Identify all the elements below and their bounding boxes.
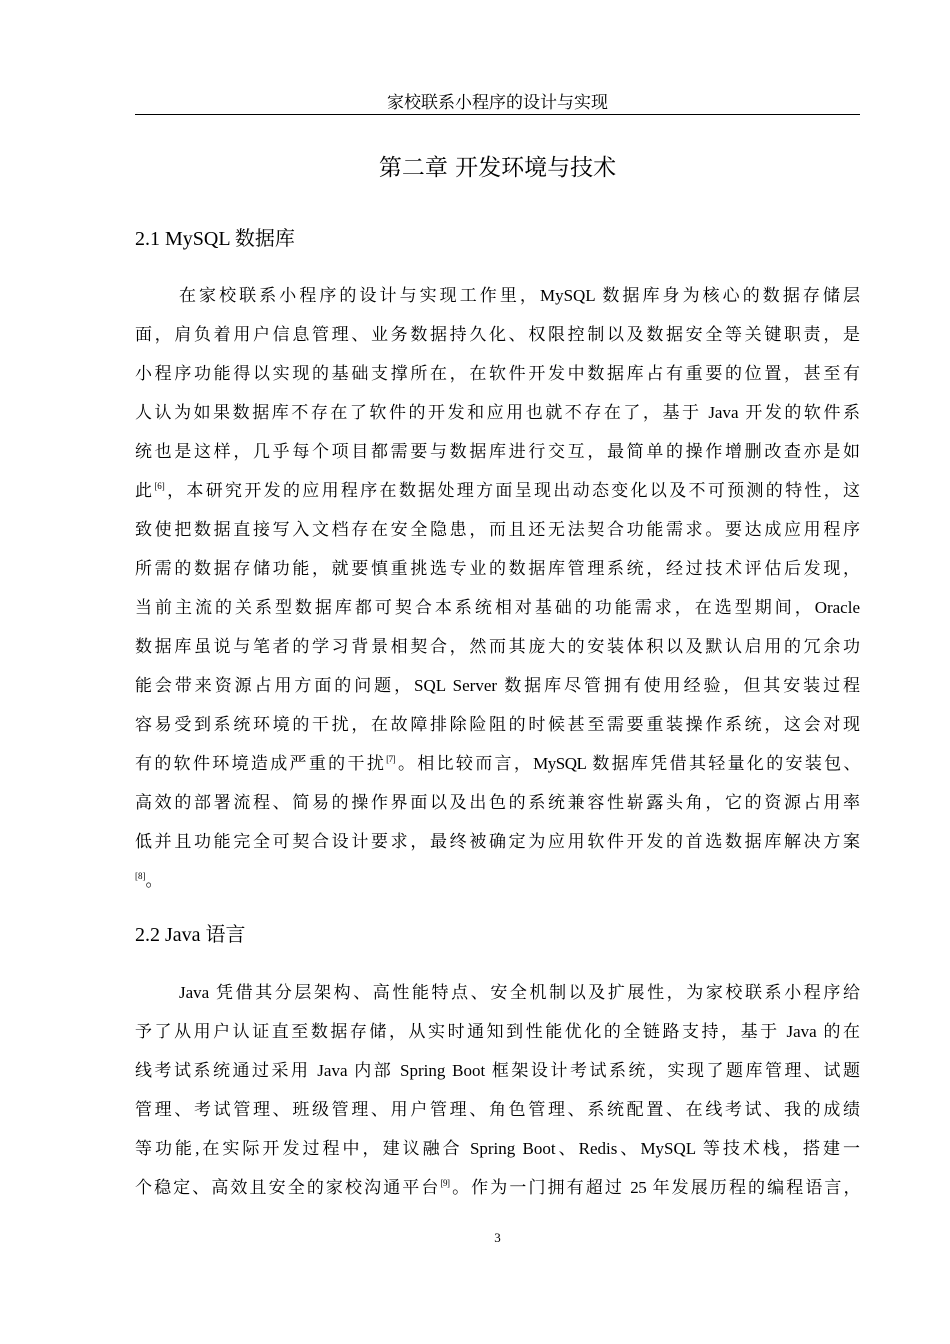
paragraph-line: 当前主流的关系型数据库都可契合本系统相对基础的功能需求，在选型期间，Oracle [135,598,860,617]
paragraph-line: 人认为如果数据库不存在了软件的开发和应用也就不存在了，基于 Java 开发的软件系 [135,403,860,422]
paragraph-line: 管理、考试管理、班级管理、用户管理、角色管理、系统配置、在线考试、我的成绩 [135,1100,860,1119]
section-heading-java: 2.2 Java 语言 [135,924,246,946]
paragraph-line: Java 凭借其分层架构、高性能特点、安全机制以及扩展性，为家校联系小程序给 [179,983,860,1002]
paragraph-line: 能会带来资源占用方面的问题，SQL Server 数据库尽管拥有使用经验，但其安装过程 [135,676,860,695]
chapter-title: 第二章 开发环境与技术 [378,155,617,181]
section-heading-mysql: 2.1 MySQL 数据库 [135,228,295,250]
paragraph-line: 小程序功能得以实现的基础支撑所在，在软件开发中数据库占有重要的位置，甚至有 [135,364,860,383]
paragraph-java [135,973,860,1207]
paragraph-line: 所需的数据存储功能，就要慎重挑选专业的数据库管理系统，经过技术评估后发现， [135,559,860,578]
paragraph-line: 等功能,在实际开发过程中，建议融合 Spring Boot、Redis、MySQL 等技术栈，搭建一 [135,1139,860,1158]
citation-marker: [8] [135,870,146,881]
paragraph-line: 面，肩负着用户信息管理、业务数据持久化、权限控制以及数据安全等关键职责，是 [135,325,860,344]
citation-marker: [9] [440,1177,450,1188]
paragraph-line: 致使把数据直接写入文档存在安全隐患，而且还无法契合功能需求。要达成应用程序 [135,520,860,539]
paragraph-line: 数据库虽说与笔者的学习背景相契合，然而其庞大的安装体积以及默认启用的冗余功 [135,637,860,656]
page-number: 3 [494,1230,501,1245]
paragraph-line: 高效的部署流程、简易的操作界面以及出色的系统兼容性崭露头角，它的资源占用率 [135,793,860,812]
citation-marker: [7] [386,753,396,764]
paragraph-line: [8]。 [135,870,163,890]
citation-marker: [6] [154,480,165,491]
paragraph-line: 予了从用户认证直至数据存储，从实时通知到性能优化的全链路支持，基于 Java 的在 [135,1022,860,1041]
paragraph-line: 线考试系统通过采用 Java 内部 Spring Boot 框架设计考试系统，实现了题库管理、试题 [135,1061,860,1080]
paragraph-line: 低并且功能完全可契合设计要求，最终被确定为应用软件开发的首选数据库解决方案 [135,832,860,851]
paragraph-line: 此[6]，本研究开发的应用程序在数据处理方面呈现出动态变化以及不可预测的特性，这 [135,480,861,500]
paragraph-line: 在家校联系小程序的设计与实现工作里，MySQL 数据库身为核心的数据存储层 [179,286,860,305]
running-header: 家校联系小程序的设计与实现 [387,93,608,112]
paragraph-line: 容易受到系统环境的干扰，在故障排除险阻的时候甚至需要重装操作系统，这会对现 [135,715,860,734]
paragraph-line: 有的软件环境造成严重的干扰[7]。相比较而言，MySQL 数据库凭借其轻量化的安装包、 [135,753,860,773]
header-rule [135,114,860,115]
paragraph-line: 个稳定、高效且安全的家校沟通平台[9]。作为一门拥有超过 25 年发展历程的编程语言， [135,1177,861,1197]
paragraph-line: 统也是这样，几乎每个项目都需要与数据库进行交互，最简单的操作增删改查亦是如 [135,442,860,461]
paragraph-mysql [135,276,860,900]
